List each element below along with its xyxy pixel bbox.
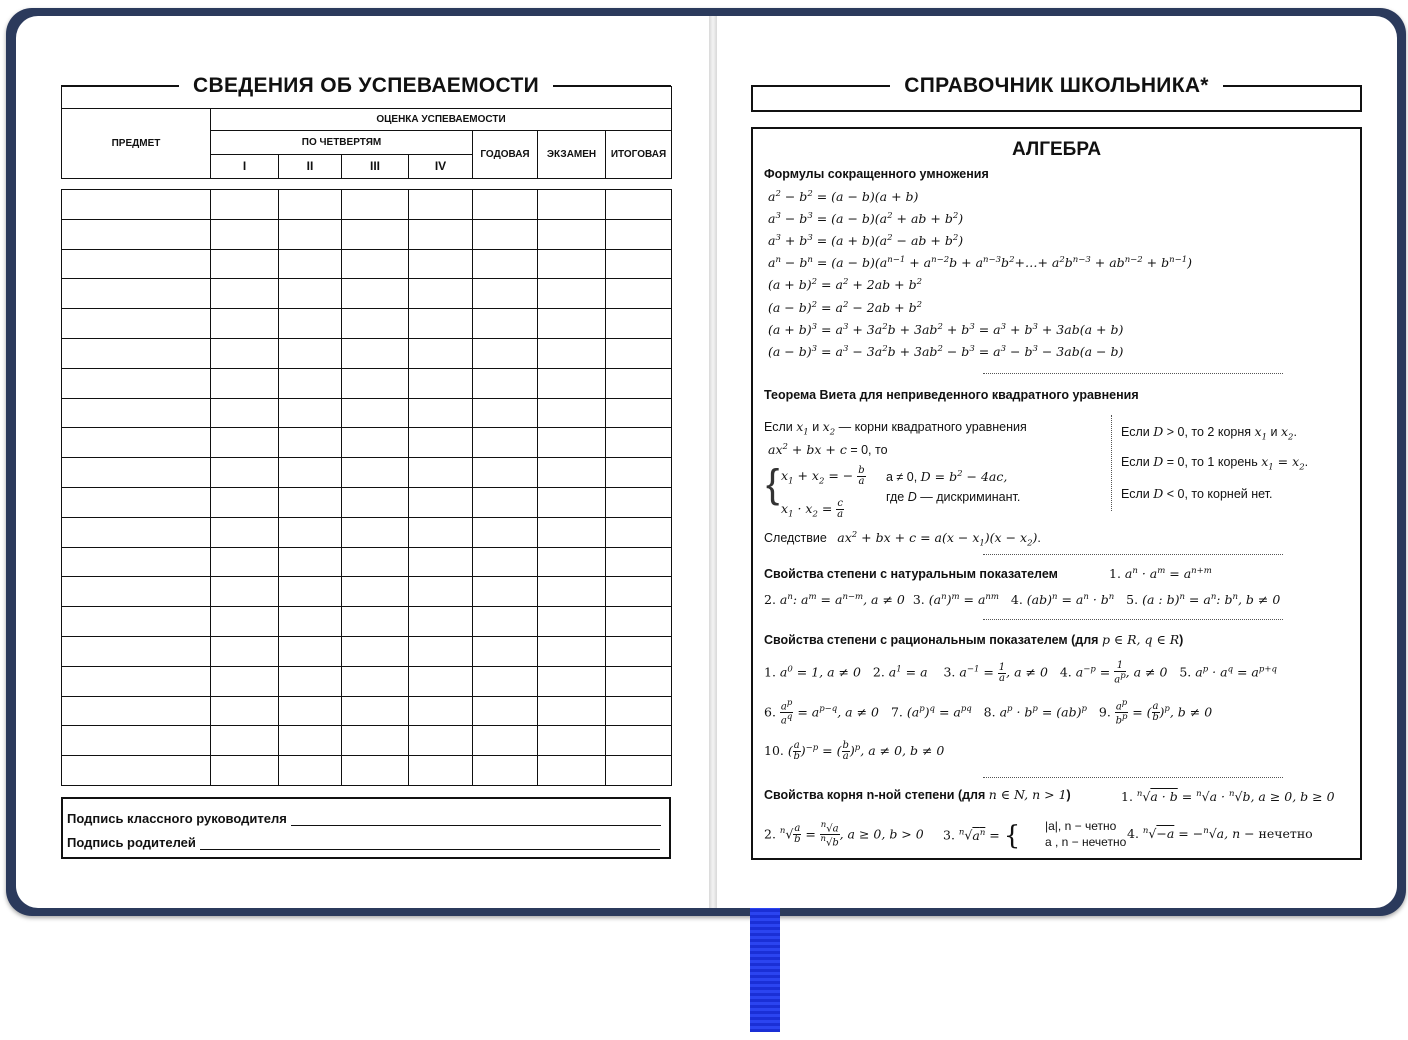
grade-cell[interactable]: [342, 338, 409, 368]
formula-2: $a^3 - b^3 = (a - b)(a^2$ + ab + $b^2$): [768, 211, 964, 227]
grade-cell[interactable]: [473, 309, 538, 339]
grade-cell[interactable]: [211, 190, 279, 220]
grade-cell[interactable]: [342, 249, 409, 279]
subject-cell[interactable]: [62, 487, 211, 517]
grade-cell[interactable]: [409, 666, 473, 696]
grades-body-table: [61, 189, 672, 786]
grade-cell[interactable]: [342, 219, 409, 249]
grade-cell[interactable]: [211, 517, 279, 547]
grade-cell[interactable]: [606, 487, 672, 517]
subject-cell[interactable]: [62, 636, 211, 666]
subject-cell[interactable]: [62, 517, 211, 547]
signature-parent-line[interactable]: [200, 838, 660, 850]
divider: [983, 373, 1283, 374]
rational-power-title: Свойства степени с рациональным показателем (для p ∈ R, q ∈ R): [764, 632, 1184, 647]
grade-cell[interactable]: [409, 398, 473, 428]
header-grades: ОЦЕНКА УСПЕВАЕМОСТИ: [211, 108, 672, 130]
grade-cell[interactable]: [211, 607, 279, 637]
grade-cell[interactable]: [473, 190, 538, 220]
vieta-divider: [1111, 415, 1112, 511]
grade-cell[interactable]: [606, 398, 672, 428]
rational-prop-10: 10. ( $\frac{a}{b}$ )$^{-p}$ = ( $\frac{b}{a}$ )$^p$, a ≠ 0, b ≠ 0: [764, 740, 945, 762]
case2-text: то 1 корень: [1191, 455, 1258, 469]
vieta-discr: — дискриминант.: [920, 490, 1021, 504]
grade-cell[interactable]: [606, 190, 672, 220]
grade-cell[interactable]: [473, 458, 538, 488]
grade-cell[interactable]: [538, 428, 606, 458]
grade-cell[interactable]: [606, 696, 672, 726]
grade-cell[interactable]: [538, 666, 606, 696]
grade-cell[interactable]: [538, 547, 606, 577]
natural-power-title: Свойства степени с натуральным показателем: [764, 567, 1058, 581]
vieta-discriminant-note: где D — дискриминант.: [886, 490, 1021, 504]
grade-cell[interactable]: [342, 368, 409, 398]
grade-cell[interactable]: [473, 249, 538, 279]
grade-cell[interactable]: [211, 666, 279, 696]
subject-cell[interactable]: [62, 279, 211, 309]
grade-cell[interactable]: [473, 756, 538, 786]
grade-cell[interactable]: [409, 219, 473, 249]
grade-cell[interactable]: [538, 338, 606, 368]
grade-row: [62, 309, 672, 339]
grade-cell[interactable]: [473, 368, 538, 398]
grade-cell[interactable]: [473, 279, 538, 309]
subject-cell[interactable]: [62, 428, 211, 458]
grade-row: [62, 666, 672, 696]
grade-row: [62, 577, 672, 607]
grade-cell[interactable]: [606, 636, 672, 666]
grade-cell[interactable]: [538, 309, 606, 339]
grade-cell[interactable]: [409, 190, 473, 220]
rational-props-6-9: 6. $\frac{a^p}{a^q}$ = $a^{p-q}$, a ≠ 0 7. $(a^p)^q = a^{pq}$ 8. $a^p \cdot b^p = (ab)^p$ 9. $\frac{a^p}{b^p}$ = ( $\frac{a}{b}$ )$^p$, b ≠ 0: [764, 698, 1213, 727]
grade-cell[interactable]: [409, 279, 473, 309]
subject-cell[interactable]: [62, 368, 211, 398]
abridged-multiplication-title: Формулы сокращенного умножения: [764, 167, 989, 181]
vieta-case-2: Если D = 0, то 1 корень $x_1 = x_2$.: [1121, 454, 1309, 473]
grade-cell[interactable]: [538, 607, 606, 637]
grade-cell[interactable]: [538, 279, 606, 309]
grade-cell[interactable]: [342, 607, 409, 637]
grade-cell[interactable]: [606, 577, 672, 607]
grade-cell[interactable]: [279, 666, 342, 696]
grade-cell[interactable]: [473, 428, 538, 458]
vieta-brace: {: [766, 462, 780, 506]
grade-cell[interactable]: [409, 696, 473, 726]
grade-cell[interactable]: [279, 577, 342, 607]
grade-cell[interactable]: [211, 756, 279, 786]
grade-cell[interactable]: [211, 636, 279, 666]
grade-cell[interactable]: [279, 547, 342, 577]
grade-cell[interactable]: [538, 190, 606, 220]
root-prop-4: 4. $^n$√−a = −$^n$√a, n − нечетно: [1127, 826, 1313, 842]
grade-cell[interactable]: [606, 309, 672, 339]
grade-cell[interactable]: [606, 547, 672, 577]
rational-props-1-5: 1. $a^0 = 1$, a ≠ 0 2. $a^1 = a$ 3. $a^{-1}$ = $\frac{1}{a}$ , a ≠ 0 4. $a^{-p}$ = $\frac{1}{a^p}$ , a ≠ 0 5. $a^p \cdot a^q = a^{p+q}$: [764, 660, 1277, 686]
grade-row: [62, 249, 672, 279]
grade-row: [62, 368, 672, 398]
divider: [983, 619, 1283, 620]
grade-cell[interactable]: [279, 219, 342, 249]
grade-cell[interactable]: [473, 338, 538, 368]
grade-cell[interactable]: [606, 428, 672, 458]
grade-cell[interactable]: [279, 190, 342, 220]
subject-cell[interactable]: [62, 547, 211, 577]
power-props-2-5: 2. $a^n$: $a^m = a^{n-m}$, a ≠ 0 3. $(a^n)^m = a^{nm}$ 4. $(ab)^n = a^n \cdot b^n$ 5. (a : $b)^n = a^n$: $b^n$, b ≠ 0: [764, 592, 1281, 608]
grade-row: [62, 517, 672, 547]
header-q4: IV: [409, 154, 473, 178]
bookmark-ribbon[interactable]: [750, 908, 780, 1032]
grade-cell[interactable]: [279, 398, 342, 428]
grade-cell[interactable]: [606, 249, 672, 279]
grade-row: [62, 696, 672, 726]
grade-cell[interactable]: [279, 636, 342, 666]
grade-cell[interactable]: [473, 219, 538, 249]
grades-header-table: [61, 86, 672, 179]
subject-cell[interactable]: [62, 249, 211, 279]
header-annual: ГОДОВАЯ: [473, 130, 538, 178]
grade-cell[interactable]: [211, 577, 279, 607]
grade-cell[interactable]: [538, 368, 606, 398]
grade-cell[interactable]: [279, 458, 342, 488]
signature-box: [61, 797, 671, 859]
vieta-case-1: Если D > 0, то 2 корня $x_1$ и $x_2$.: [1121, 424, 1297, 443]
grade-row: [62, 458, 672, 488]
header-q2: II: [279, 154, 342, 178]
header-quarters: ПО ЧЕТВЕРТЯМ: [211, 130, 473, 154]
corollary-label: Следствие: [764, 531, 827, 546]
grade-cell[interactable]: [473, 577, 538, 607]
grade-cell[interactable]: [211, 219, 279, 249]
grade-cell[interactable]: [409, 428, 473, 458]
subject-cell[interactable]: [62, 458, 211, 488]
case3-text: то корней нет.: [1191, 487, 1273, 501]
grade-cell[interactable]: [279, 487, 342, 517]
grade-cell[interactable]: [538, 577, 606, 607]
grade-cell[interactable]: [606, 368, 672, 398]
vieta-sum: $x_1 + x_2$ = − $\frac{b}{a}$: [781, 465, 865, 487]
divider: [983, 554, 1283, 555]
grade-cell[interactable]: [538, 696, 606, 726]
grade-cell[interactable]: [409, 726, 473, 756]
grade-cell[interactable]: [279, 368, 342, 398]
algebra-reference-box: [751, 127, 1362, 860]
grade-row: [62, 190, 672, 220]
rational-power-title-text: Свойства степени с рациональным показателем (для: [764, 633, 1099, 647]
header-q1: I: [211, 154, 279, 178]
grade-cell[interactable]: [409, 368, 473, 398]
signature-parent-row: [67, 835, 660, 850]
case2-if: Если: [1121, 455, 1150, 469]
formula-4: $a^n - b^n = (a - b)(a^{n-1} + a^{n-2}b$ + $a^{n-3}b^2+\dots+ a^2b^{n-3} + ab^{n-2} + b^{n-1}$): [768, 255, 1193, 271]
grade-cell[interactable]: [279, 517, 342, 547]
grade-cell[interactable]: [211, 726, 279, 756]
grade-cell[interactable]: [342, 577, 409, 607]
power-prop-1: 1. $a^n \cdot a^m = a^{n+m}$: [1109, 566, 1212, 582]
grade-cell[interactable]: [279, 309, 342, 339]
grade-cell[interactable]: [409, 487, 473, 517]
grade-cell[interactable]: [409, 547, 473, 577]
header-subject: ПРЕДМЕТ: [62, 108, 211, 178]
grade-cell[interactable]: [538, 756, 606, 786]
header-exam: ЭКЗАМЕН: [538, 130, 606, 178]
grade-cell[interactable]: [409, 458, 473, 488]
grade-row: [62, 398, 672, 428]
grade-cell[interactable]: [211, 309, 279, 339]
grades-title-text: СВЕДЕНИЯ ОБ УСПЕВАЕМОСТИ: [193, 74, 539, 97]
subject-cell[interactable]: [62, 696, 211, 726]
even-text: четно: [1084, 819, 1117, 833]
grade-cell[interactable]: [473, 636, 538, 666]
grade-cell[interactable]: [211, 696, 279, 726]
grade-cell[interactable]: [342, 726, 409, 756]
vieta-product: $x_1 \cdot x_2$ = $\frac{c}{a}$: [781, 498, 844, 520]
grade-cell[interactable]: [538, 517, 606, 547]
subject-cell[interactable]: [62, 577, 211, 607]
grade-row: [62, 636, 672, 666]
grade-row: [62, 607, 672, 637]
grade-cell[interactable]: [538, 487, 606, 517]
grade-cell[interactable]: [342, 428, 409, 458]
grade-cell[interactable]: [538, 458, 606, 488]
grade-cell[interactable]: [409, 756, 473, 786]
grade-cell[interactable]: [606, 756, 672, 786]
subject-cell[interactable]: [62, 398, 211, 428]
reference-title-box: [751, 86, 1362, 112]
grade-cell[interactable]: [211, 249, 279, 279]
grade-cell[interactable]: [409, 636, 473, 666]
root-prop-1: 1. $^n$√a · b = $^n$√a · $^n$√b, a ≥ 0, b ≥ 0: [1121, 789, 1335, 805]
subject-cell[interactable]: [62, 666, 211, 696]
odd-text: нечетно: [1082, 835, 1127, 849]
formula-1: $a^2 - b^2 = (a - b)(a + b)$: [768, 189, 919, 205]
grade-cell[interactable]: [342, 190, 409, 220]
grade-cell[interactable]: [342, 547, 409, 577]
vieta-and: и: [812, 420, 820, 434]
grade-cell[interactable]: [473, 607, 538, 637]
vieta-case-3: Если D < 0, то корней нет.: [1121, 486, 1273, 501]
grade-cell[interactable]: [606, 666, 672, 696]
notebook-spine: [709, 16, 717, 908]
grade-row: [62, 547, 672, 577]
grade-cell[interactable]: [279, 249, 342, 279]
formula-5: $(a + b)^2 = a^2 + 2ab + b^2$: [768, 277, 923, 293]
grade-cell[interactable]: [211, 338, 279, 368]
grade-cell[interactable]: [342, 398, 409, 428]
root-prop-3-odd: a , n − нечетно: [1045, 835, 1127, 849]
formula-6: $(a - b)^2 = a^2 - 2ab + b^2$: [768, 300, 923, 316]
nth-root-title-text: Свойства корня n-ной степени (для: [764, 788, 986, 802]
subject-cell[interactable]: [62, 726, 211, 756]
grade-cell[interactable]: [279, 607, 342, 637]
vieta-line-1: Если $x_1$ и $x_2$ — корни квадратного уравнения: [764, 419, 1027, 438]
vieta-then: то: [875, 443, 888, 458]
grade-cell[interactable]: [606, 607, 672, 637]
reference-title-text: СПРАВОЧНИК ШКОЛЬНИКА*: [904, 74, 1209, 97]
odd-text-2: нечетно: [1258, 826, 1313, 842]
vieta-title: Теорема Виета для неприведенного квадратного уравнения: [764, 388, 1139, 402]
formula-3: $a^3 + b^3 = (a + b)(a^2$ − ab + $b^2$): [768, 233, 964, 249]
subject-cell[interactable]: [62, 190, 211, 220]
signature-teacher-row: [67, 811, 661, 826]
grade-row: [62, 756, 672, 786]
grade-cell[interactable]: [342, 279, 409, 309]
grade-cell[interactable]: [473, 487, 538, 517]
grade-cell[interactable]: [538, 726, 606, 756]
grade-cell[interactable]: [473, 696, 538, 726]
grade-cell[interactable]: [279, 726, 342, 756]
algebra-heading: АЛГЕБРА: [1011, 139, 1102, 160]
grade-cell[interactable]: [473, 666, 538, 696]
grade-row: [62, 338, 672, 368]
grade-cell[interactable]: [473, 398, 538, 428]
grade-cell[interactable]: [409, 249, 473, 279]
formula-8: $(a - b)^3 = a^3 - 3a^2b + 3ab^2 - b^3 = a^3 - b^3 - 3ab(a - b)$: [768, 344, 1124, 360]
vieta-if: Если: [764, 420, 793, 434]
root-prop-3-even: |a|, n − четно: [1045, 819, 1117, 833]
grade-cell[interactable]: [409, 309, 473, 339]
header-q3: III: [342, 154, 409, 178]
grade-cell[interactable]: [538, 219, 606, 249]
grade-row: [62, 219, 672, 249]
grade-cell[interactable]: [211, 398, 279, 428]
grade-cell[interactable]: [279, 428, 342, 458]
grade-cell[interactable]: [279, 696, 342, 726]
grade-cell[interactable]: [211, 487, 279, 517]
grade-cell[interactable]: [342, 517, 409, 547]
vieta-where: где: [886, 490, 905, 504]
vieta-roots: — корни квадратного уравнения: [838, 420, 1027, 434]
subject-cell[interactable]: [62, 338, 211, 368]
signature-teacher-label: Подпись классного руководителя: [67, 811, 287, 826]
case1-if: Если: [1121, 425, 1150, 439]
signature-parent-label: Подпись родителей: [67, 835, 196, 850]
formula-7: $(a + b)^3 = a^3 + 3a^2b + 3ab^2 + b^3 = a^3 + b^3 + 3ab(a + b)$: [768, 322, 1124, 338]
grade-cell[interactable]: [342, 666, 409, 696]
grade-row: [62, 279, 672, 309]
vieta-cond-text: a ≠ 0,: [886, 470, 918, 485]
grade-cell[interactable]: [606, 338, 672, 368]
grade-row: [62, 726, 672, 756]
grade-cell[interactable]: [606, 279, 672, 309]
root-prop-3: 3. $^n√a^n$ = {: [943, 821, 1021, 851]
case3-if: Если: [1121, 487, 1150, 501]
nth-root-title: Свойства корня n-ной степени (для n ∈ N, n > 1): [764, 787, 1071, 802]
grade-cell[interactable]: [409, 517, 473, 547]
grade-cell[interactable]: [409, 607, 473, 637]
grade-cell[interactable]: [606, 219, 672, 249]
subject-cell[interactable]: [62, 219, 211, 249]
grade-row: [62, 428, 672, 458]
case1-text: то 2 корня: [1191, 425, 1252, 439]
grade-cell[interactable]: [473, 726, 538, 756]
grade-cell[interactable]: [473, 547, 538, 577]
grade-cell[interactable]: [342, 309, 409, 339]
grade-cell[interactable]: [473, 517, 538, 547]
grade-cell[interactable]: [342, 487, 409, 517]
subject-cell[interactable]: [62, 607, 211, 637]
case1-and: и: [1270, 425, 1278, 439]
vieta-condition: a ≠ 0, $D = b^2 - 4ac$,: [886, 469, 1008, 485]
grade-cell[interactable]: [538, 636, 606, 666]
grade-cell[interactable]: [606, 458, 672, 488]
root-prop-2: 2. $^n$√ $\frac{a}{b}$ = $\frac{^n√a}{^n√b}$ , a ≥ 0, b > 0: [764, 820, 924, 849]
grade-row: [62, 487, 672, 517]
grade-cell[interactable]: [211, 279, 279, 309]
signature-teacher-line[interactable]: [291, 814, 661, 826]
vieta-corollary: Следствие $ax^2$ + bx + $c = a(x - x_1)(x - x_2)$.: [764, 530, 1041, 549]
subject-cell[interactable]: [62, 309, 211, 339]
grade-cell[interactable]: [538, 398, 606, 428]
grade-cell[interactable]: [211, 368, 279, 398]
grade-cell[interactable]: [606, 726, 672, 756]
grade-cell[interactable]: [342, 756, 409, 786]
grade-cell[interactable]: [342, 696, 409, 726]
subject-cell[interactable]: [62, 756, 211, 786]
grade-cell[interactable]: [342, 458, 409, 488]
grade-cell[interactable]: [606, 517, 672, 547]
grade-cell[interactable]: [409, 338, 473, 368]
grade-cell[interactable]: [279, 279, 342, 309]
grade-cell[interactable]: [211, 428, 279, 458]
header-final: ИТОГОВАЯ: [606, 130, 672, 178]
vieta-line-2: $ax^2$ + bx + c = 0, то: [768, 442, 888, 458]
grade-cell[interactable]: [211, 458, 279, 488]
grade-cell[interactable]: [342, 636, 409, 666]
grade-cell[interactable]: [279, 756, 342, 786]
grade-cell[interactable]: [211, 547, 279, 577]
grade-cell[interactable]: [279, 338, 342, 368]
grade-cell[interactable]: [538, 249, 606, 279]
grade-cell[interactable]: [409, 577, 473, 607]
divider: [983, 777, 1283, 778]
